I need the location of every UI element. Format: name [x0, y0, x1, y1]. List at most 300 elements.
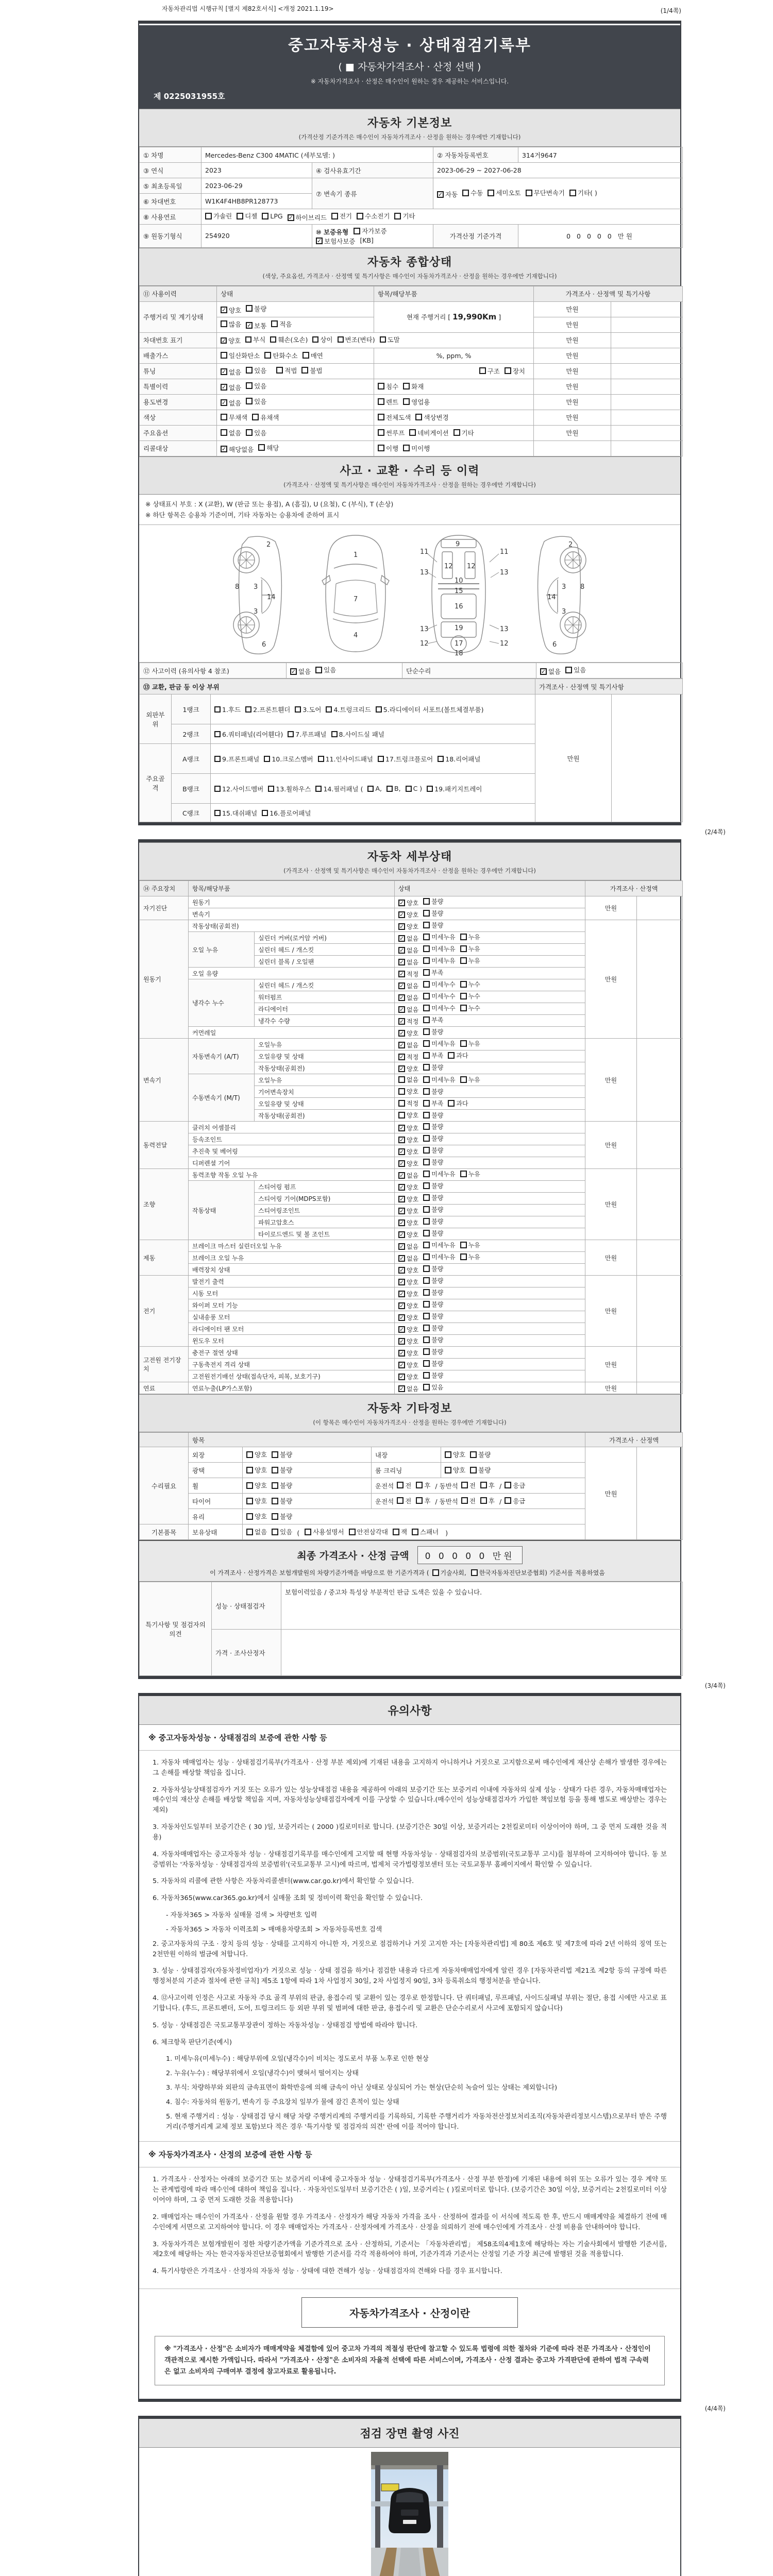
- page-marker-3: (3/4쪽): [704, 1682, 726, 1689]
- checkbox-unchecked[interactable]: 불량: [423, 1324, 443, 1332]
- checkbox-unchecked[interactable]: 침수: [378, 382, 398, 391]
- document-note: ※ 자동차가격조사 · 산정은 매수인이 원하는 경우 제공하는 서비스입니다.: [310, 78, 509, 85]
- checkbox-checked[interactable]: ✓ 적정: [399, 971, 419, 978]
- checkbox-unchecked[interactable]: 이행: [378, 444, 398, 453]
- label-cell: 용도변경: [140, 394, 217, 410]
- checkbox-unchecked[interactable]: 스패너: [412, 1527, 439, 1536]
- checkbox-checked[interactable]: ✓ 양호: [222, 337, 241, 345]
- checkbox-unchecked[interactable]: 4.트렁크리드: [326, 705, 371, 714]
- checkbox-checked[interactable]: ✓ 없음: [399, 959, 419, 966]
- checkbox-unchecked[interactable]: 있음: [246, 366, 266, 375]
- checkbox-unchecked[interactable]: 불량: [423, 1229, 443, 1238]
- notice-item: 6. 체크항목 판단기준(예시): [153, 2038, 232, 2046]
- checkbox-unchecked[interactable]: 부족: [423, 968, 443, 977]
- checkbox-unchecked[interactable]: 불량: [272, 1450, 292, 1459]
- checkbox-checked[interactable]: ✓ 없음: [399, 947, 419, 954]
- checkbox-unchecked[interactable]: 14.필러패널 (: [315, 784, 363, 793]
- diagram-part-number: 7: [354, 596, 358, 603]
- checkbox-unchecked[interactable]: 11.인사이드패널: [318, 754, 373, 764]
- checkbox-unchecked[interactable]: 불량: [423, 1193, 443, 1202]
- label-cell: 룸 크리닝: [372, 1463, 441, 1478]
- checkbox-unchecked[interactable]: 있음: [246, 397, 266, 406]
- checkbox-unchecked[interactable]: 불량: [423, 1288, 443, 1297]
- status-cell: [395, 1050, 585, 1062]
- label-inline: ⑩ 보증유형: [316, 228, 349, 236]
- part-cell: 윈도우 모터: [189, 1335, 395, 1347]
- checkbox-unchecked[interactable]: 양호: [246, 1465, 267, 1475]
- checkbox-unchecked[interactable]: 누수: [460, 980, 480, 989]
- checkbox-unchecked[interactable]: 12.사이드멤버: [214, 784, 263, 793]
- checkbox-unchecked[interactable]: 누유: [460, 1039, 480, 1048]
- checkbox-unchecked[interactable]: 불량: [423, 1335, 443, 1344]
- checkbox-unchecked[interactable]: 도말: [380, 335, 400, 344]
- checkbox-checked[interactable]: ✓ 자동: [438, 191, 458, 198]
- checkbox-unchecked[interactable]: 훼손(오손): [270, 335, 308, 344]
- checkbox-unchecked[interactable]: 양호: [445, 1465, 465, 1475]
- checkbox-checked[interactable]: ✓ 없음: [399, 1006, 419, 1013]
- checkbox-unchecked[interactable]: 불량: [423, 909, 443, 918]
- checkbox-unchecked[interactable]: 있음: [246, 428, 266, 437]
- checkbox-checked[interactable]: ✓ 양호: [399, 1350, 419, 1357]
- checkbox-unchecked[interactable]: 불량: [423, 1122, 443, 1131]
- checkbox-unchecked[interactable]: 양호: [246, 1512, 267, 1521]
- items-cell: [211, 774, 535, 804]
- section-title: 자동차 종합상태: [367, 256, 452, 269]
- checkbox-unchecked[interactable]: 불량: [423, 897, 443, 906]
- fuel-options: [201, 209, 683, 225]
- checkbox-unchecked[interactable]: 미이행: [403, 444, 430, 453]
- checkbox-unchecked[interactable]: 부족: [423, 1099, 443, 1108]
- checkbox-unchecked[interactable]: 장치: [505, 366, 525, 376]
- checkbox-checked[interactable]: ✓ 양호: [399, 1291, 419, 1298]
- checkbox-unchecked[interactable]: 15.대쉬패널: [214, 808, 257, 818]
- status-cell: [395, 1086, 585, 1098]
- inline-text: (: [297, 1529, 302, 1537]
- col-header: 가격조사 · 산정액 및 특기사항: [534, 286, 683, 301]
- checkbox-unchecked[interactable]: 양호: [246, 1450, 267, 1459]
- checkbox-unchecked[interactable]: 불량: [423, 921, 443, 929]
- checkbox-checked[interactable]: ✓ 양호: [399, 1279, 419, 1286]
- blank-cell: [637, 1039, 683, 1122]
- checkbox-unchecked[interactable]: 없음: [221, 428, 241, 437]
- group-cell: 제동: [140, 1240, 189, 1276]
- checkbox-unchecked[interactable]: A,: [367, 785, 382, 792]
- diagram-part-number: 8: [235, 583, 240, 591]
- checkbox-unchecked[interactable]: 누유: [460, 1252, 480, 1261]
- value-cell: %, ppm, %: [374, 348, 534, 363]
- checkbox-unchecked[interactable]: 10.크로스멤버: [264, 754, 313, 764]
- label-cell: ⑨ 원동기형식: [140, 225, 201, 248]
- checkbox-unchecked[interactable]: 유채색: [252, 413, 279, 422]
- status-cell: [374, 410, 534, 425]
- value-cell: Mercedes-Benz C300 4MATIC (세부모델: ): [201, 147, 433, 163]
- checkbox-unchecked[interactable]: 있음: [565, 665, 586, 674]
- checkbox-unchecked[interactable]: 미세누수: [423, 992, 455, 1001]
- checkbox-unchecked[interactable]: 적정: [398, 1099, 418, 1108]
- checkbox-checked[interactable]: ✓ 양호: [222, 306, 242, 314]
- checkbox-unchecked[interactable]: 전기: [331, 211, 352, 221]
- checkbox-unchecked[interactable]: 응급: [505, 1496, 525, 1505]
- blank-cell: [637, 1447, 683, 1540]
- price-cell: 만원: [585, 920, 637, 1039]
- notice-item: 5. 자동차의 리콜에 관한 사항은 자동차리콜센터(www.car.go.kr)에서 확인할 수 있습니다.: [153, 1877, 414, 1886]
- checkbox-unchecked[interactable]: 있음: [246, 381, 266, 391]
- checkbox-unchecked[interactable]: 응급: [505, 1481, 525, 1490]
- status-cell: [372, 1494, 585, 1509]
- checkbox-unchecked[interactable]: 한국자동차진단보증협회) 기준서를 적용하였음: [471, 1568, 605, 1577]
- checkbox-checked[interactable]: ✓ 없음: [222, 368, 242, 376]
- status-cell: [395, 932, 585, 944]
- notices-title: 유의사항: [139, 1696, 680, 1725]
- group-cell: 자기진단: [140, 896, 189, 920]
- checkbox-unchecked[interactable]: 미세누유: [423, 956, 455, 965]
- part-cell: 오일누유: [255, 1074, 395, 1086]
- label-cell: 특기사항 및 점검자의 의견: [140, 1582, 212, 1676]
- checkbox-unchecked[interactable]: 불량: [423, 1063, 443, 1072]
- checkbox-unchecked[interactable]: 기타: [453, 428, 474, 437]
- checkbox-unchecked[interactable]: 불량: [470, 1465, 491, 1475]
- checkbox-unchecked[interactable]: 3.도어: [295, 705, 321, 714]
- checkbox-unchecked[interactable]: 불량: [423, 1181, 443, 1190]
- diagram-part-number: 12: [500, 640, 509, 648]
- checkbox-unchecked[interactable]: 있음: [315, 665, 336, 674]
- checkbox-unchecked[interactable]: 미세누유: [423, 933, 455, 941]
- checkbox-checked[interactable]: ✓ 적정: [399, 1054, 419, 1061]
- checkbox-unchecked[interactable]: 전: [397, 1481, 411, 1490]
- col-header: 가격조사 · 산정액 및 특기사항: [535, 679, 683, 694]
- checkbox-checked[interactable]: ✓ 없음: [399, 1042, 419, 1049]
- diagram-part-number: 12: [420, 640, 429, 648]
- checkbox-unchecked[interactable]: 불량: [272, 1465, 292, 1475]
- checkbox-unchecked[interactable]: 불량: [423, 1312, 443, 1320]
- checkbox-unchecked[interactable]: 자가보증: [354, 226, 386, 235]
- checkbox-unchecked[interactable]: 일산화탄소: [221, 351, 260, 360]
- status-code-note: ※ 상태표시 부호 : X (교환), W (판금 또는 용접), A (흠집), U (요철), C (부식), T (손상): [145, 500, 394, 508]
- checkbox-unchecked[interactable]: 후: [416, 1496, 430, 1505]
- checkbox-unchecked[interactable]: 세미오토: [488, 188, 520, 197]
- checkbox-unchecked[interactable]: 가솔린: [205, 211, 232, 221]
- part-cell: 오일 유량: [189, 968, 395, 979]
- checkbox-checked[interactable]: ✓ 양호: [399, 1302, 419, 1310]
- checkbox-unchecked[interactable]: 무채색: [221, 413, 247, 422]
- checkbox-checked[interactable]: ✓ 양호: [399, 1338, 419, 1345]
- section-title: 자동차 기타정보: [367, 1402, 452, 1415]
- checkbox-unchecked[interactable]: 썬루프: [378, 428, 405, 437]
- col-header: [140, 1433, 189, 1447]
- mileage-value: 19,990Km: [452, 312, 497, 321]
- checkbox-unchecked[interactable]: 7.루프패널: [288, 730, 326, 739]
- checkbox-unchecked[interactable]: 불량: [423, 1205, 443, 1214]
- checkbox-unchecked[interactable]: 불량: [423, 1134, 443, 1143]
- checkbox-checked[interactable]: ✓ 양호: [399, 923, 419, 930]
- checkbox-unchecked[interactable]: 없음: [398, 1075, 418, 1084]
- checkbox-unchecked[interactable]: 19.패키지트레이: [427, 784, 482, 793]
- checkbox-checked[interactable]: ✓ 양호: [399, 1314, 419, 1321]
- document-sheet: [138, 0, 726, 2576]
- checkbox-unchecked[interactable]: 불량: [423, 1347, 443, 1356]
- checkbox-checked[interactable]: ✓ 양호: [399, 1196, 419, 1203]
- checkbox-unchecked[interactable]: 불량: [272, 1512, 292, 1521]
- price-cell: [534, 440, 611, 456]
- label-cell: ⑫ 사고이력 (유의사항 4 참조): [140, 663, 287, 679]
- checkbox-checked[interactable]: ✓ 양호: [399, 1219, 419, 1227]
- checkbox-checked[interactable]: ✓ 양호: [399, 1160, 419, 1167]
- checkbox-unchecked[interactable]: 영업용: [403, 397, 430, 406]
- status-cell: [217, 348, 374, 363]
- checkbox-unchecked[interactable]: 8.사이드실 패널: [331, 730, 384, 739]
- status-cell: [217, 317, 374, 332]
- checkbox-unchecked[interactable]: 미세누수: [423, 980, 455, 989]
- checkbox-unchecked[interactable]: 사용설명서: [305, 1527, 344, 1536]
- checkbox-unchecked[interactable]: 있음: [272, 1527, 292, 1536]
- col-header: 항목: [189, 1433, 585, 1447]
- part-cell: 등속조인트: [189, 1133, 395, 1145]
- col-header: 상태: [395, 881, 585, 896]
- checkbox-unchecked[interactable]: 불량: [246, 304, 266, 313]
- checkbox-unchecked[interactable]: 누유: [460, 1170, 480, 1178]
- checkbox-checked[interactable]: ✓ 없음: [541, 668, 561, 675]
- checkbox-checked[interactable]: ✓ 양호: [399, 1374, 419, 1381]
- photo-row-front: [139, 2448, 680, 2576]
- checkbox-unchecked[interactable]: 불량: [423, 1371, 443, 1380]
- notice-item: 6. 자동차365(www.car365.go.kr)에서 실매물 조회 및 정비이력 확인을 확인할 수 있습니다.: [153, 1894, 423, 1903]
- checkbox-unchecked[interactable]: 미세누수: [423, 1004, 455, 1012]
- status-cell: [395, 1027, 585, 1039]
- checkbox-unchecked[interactable]: 해당: [258, 443, 279, 452]
- group-cell: 주요골격: [140, 744, 172, 822]
- checkbox-unchecked[interactable]: 불량: [423, 1359, 443, 1368]
- checkbox-unchecked[interactable]: 매연: [303, 351, 323, 360]
- checkbox-unchecked[interactable]: 있음: [423, 1383, 443, 1392]
- diagram-part-number: 12: [444, 563, 453, 570]
- checkbox-unchecked[interactable]: 미세누유: [423, 1252, 455, 1261]
- checkbox-unchecked[interactable]: 17.트렁크플로어: [378, 754, 433, 764]
- status-cell: [287, 663, 402, 679]
- checkbox-unchecked[interactable]: 기술사회,: [432, 1568, 466, 1577]
- checkbox-unchecked[interactable]: 양호: [246, 1496, 267, 1505]
- blank-cell: [611, 348, 683, 363]
- checkbox-checked[interactable]: ✓ 없음: [399, 1255, 419, 1262]
- checkbox-checked[interactable]: ✓ 양호: [399, 900, 419, 907]
- checkbox-unchecked[interactable]: 기타( ): [569, 188, 597, 197]
- checkbox-unchecked[interactable]: 16.플로어패널: [262, 808, 311, 818]
- checkbox-unchecked[interactable]: B,: [386, 785, 401, 792]
- status-cell: [395, 1145, 585, 1157]
- checkbox-unchecked[interactable]: 탄화수소: [264, 351, 297, 360]
- checkbox-checked[interactable]: ✓ 양호: [399, 911, 419, 919]
- checkbox-unchecked[interactable]: 불량: [423, 1146, 443, 1155]
- section-overall-state: [139, 248, 680, 286]
- blank-cell: [637, 896, 683, 920]
- checkbox-unchecked[interactable]: 과다: [448, 1099, 468, 1108]
- checkbox-unchecked[interactable]: 색상변경: [415, 413, 448, 422]
- value-cell: 2023-06-29 ~ 2027-06-28: [433, 163, 683, 178]
- status-cell: [395, 920, 585, 932]
- checkbox-unchecked[interactable]: 렌트: [378, 397, 398, 406]
- checkbox-checked[interactable]: ✓ 없음: [222, 383, 242, 392]
- checkbox-unchecked[interactable]: 수동: [462, 188, 483, 197]
- checkbox-unchecked[interactable]: 미세누유: [423, 1170, 455, 1178]
- car-diagram-svg: [139, 528, 680, 657]
- status-cell: [441, 1447, 585, 1463]
- checkbox-unchecked[interactable]: 5.라디에이터 서포트(볼트체결부품): [376, 705, 484, 714]
- checkbox-unchecked[interactable]: 부족: [423, 1015, 443, 1024]
- notice-subitem: 2. 누유(누수) : 해당부위에서 오일(냉각수)이 맺혀서 떨어지는 상태: [166, 2070, 359, 2078]
- checkbox-checked[interactable]: ✓ 없음: [399, 935, 419, 942]
- checkbox-unchecked[interactable]: 양호: [398, 1111, 418, 1120]
- checkbox-checked[interactable]: ✓ 없음: [399, 994, 419, 1002]
- checkbox-checked[interactable]: ✓ 없음: [399, 1172, 419, 1179]
- checkbox-checked[interactable]: ✓ 양호: [399, 1125, 419, 1132]
- checkbox-checked[interactable]: ✓ 양호: [399, 1267, 419, 1274]
- checkbox-unchecked[interactable]: 후: [480, 1496, 495, 1505]
- checkbox-unchecked[interactable]: 양호: [445, 1450, 465, 1459]
- checkbox-checked[interactable]: ✓ 양호: [399, 1208, 419, 1215]
- checkbox-unchecked[interactable]: 수소전기: [357, 211, 390, 221]
- checkbox-unchecked[interactable]: 많음: [221, 319, 241, 329]
- checkbox-unchecked[interactable]: 1.후드: [214, 705, 241, 714]
- checkbox-checked[interactable]: ✓ 없음: [222, 399, 242, 407]
- checkbox-checked[interactable]: ✓ 없음: [399, 982, 419, 990]
- checkbox-unchecked[interactable]: 전: [461, 1496, 476, 1505]
- checkbox-unchecked[interactable]: 2.프론트휀더: [245, 705, 290, 714]
- label-cell: 외장: [189, 1447, 243, 1463]
- checkbox-checked[interactable]: ✓ 양호: [399, 1362, 419, 1369]
- checkbox-unchecked[interactable]: 불량: [423, 1087, 443, 1096]
- checkbox-unchecked[interactable]: 전체도색: [378, 413, 411, 422]
- checkbox-unchecked[interactable]: 불량: [272, 1496, 292, 1505]
- checkbox-unchecked[interactable]: 누유: [460, 944, 480, 953]
- checkbox-unchecked[interactable]: 과다: [448, 1051, 468, 1060]
- checkbox-unchecked[interactable]: 6.쿼터패널(리어휀다): [214, 730, 283, 739]
- status-cell: [217, 425, 374, 440]
- checkbox-unchecked[interactable]: 불량: [470, 1450, 491, 1459]
- accident-flags-table: [139, 663, 683, 679]
- checkbox-unchecked[interactable]: 18.리어패널: [438, 754, 480, 764]
- checkbox-unchecked[interactable]: 화재: [403, 382, 424, 391]
- checkbox-unchecked[interactable]: 누수: [460, 1004, 480, 1012]
- checkbox-unchecked[interactable]: 미세누유: [423, 1075, 455, 1084]
- checkbox-checked[interactable]: ✓ 양호: [399, 1231, 419, 1239]
- checkbox-unchecked[interactable]: 적법: [276, 366, 297, 375]
- checkbox-unchecked[interactable]: 양호: [246, 1481, 267, 1490]
- price-cell: 만원: [534, 301, 611, 317]
- checkbox-unchecked[interactable]: 안전삼각대: [349, 1527, 388, 1536]
- status-cell: [372, 1478, 585, 1494]
- price-definition-title: 자동차가격조사 · 산정이란: [301, 2297, 518, 2328]
- part-cell: 작동상태(공회전): [255, 1110, 395, 1122]
- part-cell: 냉각수 수량: [255, 1015, 395, 1027]
- checkbox-unchecked[interactable]: 부족: [423, 1051, 443, 1060]
- checkbox-unchecked[interactable]: 9.프론트패널: [214, 754, 259, 764]
- checkbox-unchecked[interactable]: 불량: [423, 1276, 443, 1285]
- part-cell: 타이로드엔드 및 볼 조인트: [255, 1228, 395, 1240]
- checkbox-unchecked[interactable]: 불량: [272, 1481, 292, 1490]
- checkbox-checked[interactable]: ✓ 없음: [291, 668, 311, 675]
- checkbox-unchecked[interactable]: LPG: [262, 212, 282, 220]
- checkbox-unchecked[interactable]: 미세누유: [423, 1241, 455, 1249]
- checkbox-unchecked[interactable]: 불량: [423, 1217, 443, 1226]
- part-cell: 원동기: [189, 896, 395, 908]
- checkbox-checked[interactable]: ✓ 하이브리드: [288, 214, 327, 222]
- checkbox-unchecked[interactable]: 네비게이션: [409, 428, 448, 437]
- checkbox-unchecked[interactable]: 누수: [460, 992, 480, 1001]
- checkbox-unchecked[interactable]: 누유: [460, 1241, 480, 1249]
- checkbox-unchecked[interactable]: 기타: [394, 211, 415, 221]
- price-cell: 만원: [534, 410, 611, 425]
- section-subtitle: (가격조사 · 산정액 및 특기사항은 매수인이 자동차가격조사 · 산정을 원하는 경우에만 기재합니다): [283, 867, 536, 874]
- checkbox-checked[interactable]: ✓ 양호: [399, 1326, 419, 1333]
- group-cell: 외판부위: [140, 694, 172, 744]
- checkbox-checked[interactable]: ✓ 없음: [399, 1385, 419, 1393]
- checkbox-unchecked[interactable]: 불량: [423, 1158, 443, 1166]
- checkbox-unchecked[interactable]: 디젤: [237, 211, 257, 221]
- checkbox-unchecked[interactable]: 불량: [423, 1027, 443, 1036]
- checkbox-checked[interactable]: ✓ 양호: [399, 1065, 419, 1073]
- checkbox-unchecked[interactable]: 불량: [423, 1111, 443, 1120]
- page-marker-2: (2/4쪽): [704, 828, 726, 836]
- notices-body-2: [139, 2167, 680, 2289]
- status-cell: [395, 1039, 585, 1050]
- checkbox-unchecked[interactable]: 불량: [423, 1264, 443, 1273]
- status-cell: [374, 363, 534, 379]
- checkbox-unchecked[interactable]: 양호: [398, 1087, 418, 1096]
- status-cell: [395, 1205, 585, 1216]
- checkbox-unchecked[interactable]: 후: [416, 1481, 430, 1490]
- checkbox-unchecked[interactable]: 전: [461, 1481, 476, 1490]
- checkbox-unchecked[interactable]: 미세누유: [423, 1039, 455, 1048]
- checkbox-checked[interactable]: ✓ 양호: [399, 1030, 419, 1037]
- checkbox-unchecked[interactable]: 상이: [312, 335, 332, 344]
- checkbox-checked[interactable]: ✓ 양호: [399, 1137, 419, 1144]
- diagram-part-number: 17: [455, 640, 463, 648]
- checkbox-checked[interactable]: ✓ 양호: [399, 1148, 419, 1156]
- checkbox-unchecked[interactable]: 불법: [301, 366, 322, 375]
- checkbox-unchecked[interactable]: 변조(변타): [338, 335, 375, 344]
- checkbox-unchecked[interactable]: 후: [480, 1481, 495, 1490]
- checkbox-unchecked[interactable]: 미세누유: [423, 944, 455, 953]
- status-cell: [243, 1463, 372, 1478]
- notice-item: 2. 자동차성능상태점검자가 거짓 또는 오류가 있는 성능상태점검 내용을 제공하여 아래의 보증기간 또는 보증거리 이내에 자동차의 실제 성능 · 상태가 다른 경우, 자동차매매업자는 매수인의 재산상 손해를 배상할 책임을 지며, 자동차성능상태점검자에게 이를 구상할 수 있습니다.(매수인이 성능상태점검자가 가입한 책임보험 등을 통해 별도로 배상받는 경우는 제외): [153, 1786, 667, 1815]
- group-cell: 조향: [140, 1169, 189, 1240]
- checkbox-unchecked[interactable]: 누유: [460, 956, 480, 965]
- subgroup-cell: 작동상태: [189, 1181, 255, 1240]
- status-cell: [395, 1157, 585, 1169]
- checkbox-unchecked[interactable]: C ): [406, 785, 423, 792]
- checkbox-unchecked[interactable]: 부식: [245, 335, 265, 344]
- checkbox-unchecked[interactable]: 누유: [460, 933, 480, 941]
- checkbox-checked[interactable]: ✓ 보통: [247, 321, 267, 330]
- checkbox-unchecked[interactable]: 누유: [460, 1075, 480, 1084]
- checkbox-checked[interactable]: ✓ 보험사보증: [317, 237, 356, 245]
- opinion-cell: 보험이력있음 / 중고차 특성상 부분적인 판금 도색은 있을 수 있습니다.: [281, 1582, 683, 1630]
- checkbox-checked[interactable]: ✓ 없음: [399, 1243, 419, 1250]
- checkbox-checked[interactable]: ✓ 적정: [399, 1018, 419, 1025]
- checkbox-unchecked[interactable]: 전: [397, 1496, 411, 1505]
- checkbox-unchecked[interactable]: 구조: [479, 366, 500, 376]
- accident-notes: [139, 495, 680, 526]
- checkbox-unchecked[interactable]: 적음: [271, 319, 292, 329]
- inline-text: /: [499, 1498, 502, 1506]
- checkbox-unchecked[interactable]: 13.휠하우스: [268, 784, 311, 793]
- checkbox-checked[interactable]: ✓ 해당없음: [222, 445, 254, 453]
- checkbox-unchecked[interactable]: 불량: [423, 1300, 443, 1309]
- section-basic-info: [139, 109, 680, 147]
- checkbox-unchecked[interactable]: 잭: [393, 1527, 407, 1536]
- checkbox-unchecked[interactable]: 무단변속기: [526, 188, 565, 197]
- checkbox-checked[interactable]: ✓ 양호: [399, 1184, 419, 1191]
- checkbox-unchecked[interactable]: 없음: [246, 1527, 267, 1536]
